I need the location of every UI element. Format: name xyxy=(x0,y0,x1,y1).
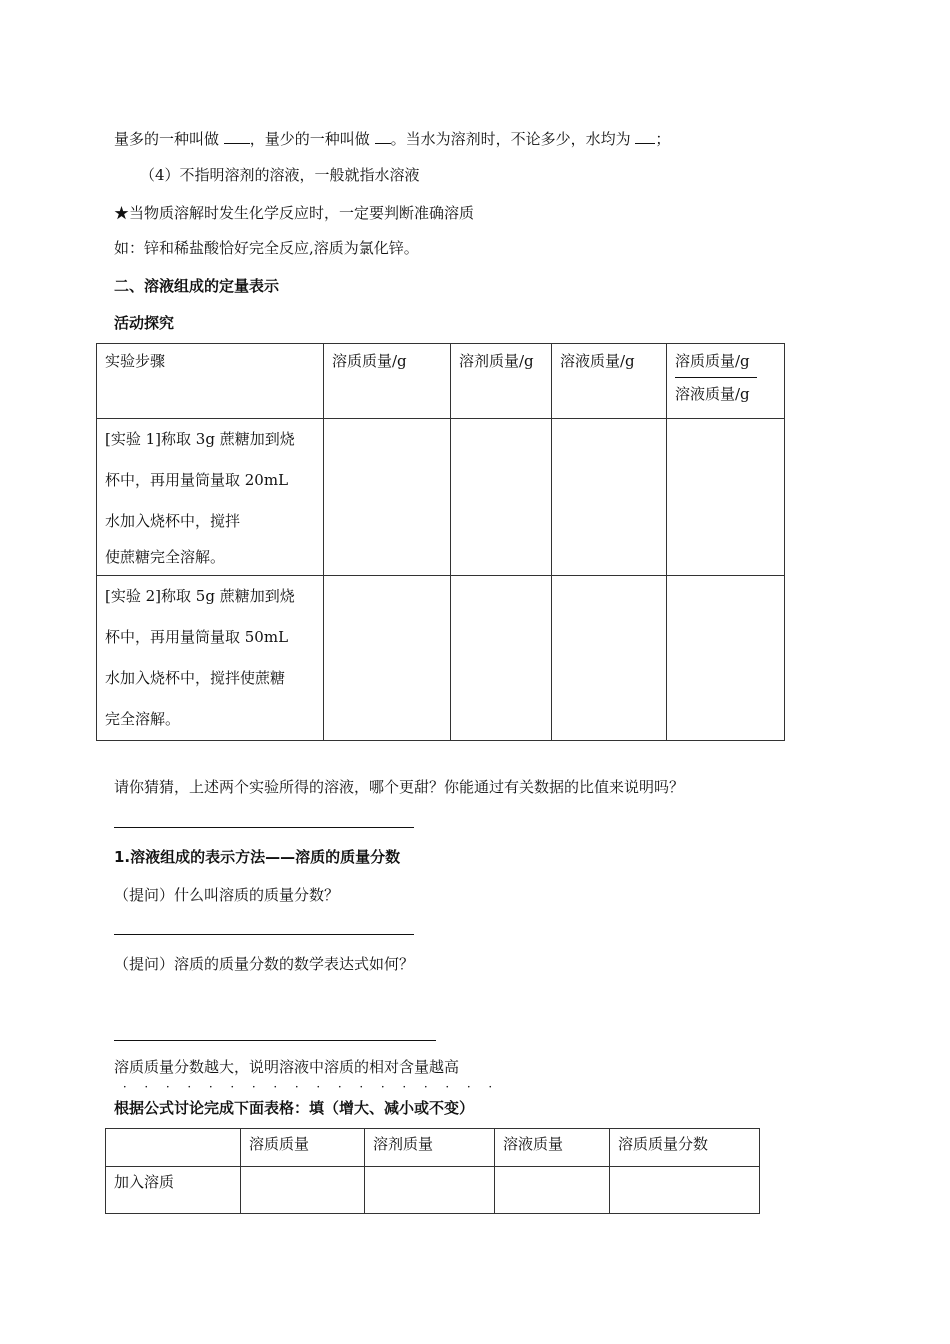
table-header-cell: 实验步骤 xyxy=(97,344,324,419)
table-row xyxy=(97,419,785,576)
answer-cell[interactable] xyxy=(667,576,785,741)
answer-cell[interactable] xyxy=(451,576,552,741)
answer-line[interactable] xyxy=(114,934,414,935)
table-header-row xyxy=(97,344,785,419)
experiment-step-cell xyxy=(97,576,324,741)
step-line: 完全溶解。 xyxy=(105,710,181,728)
answer-cell[interactable] xyxy=(451,419,552,576)
answer-cell[interactable] xyxy=(552,576,667,741)
blank-field[interactable] xyxy=(224,129,250,144)
instruction-text: 根据公式讨论完成下面表格：填（增大、减小或不变） xyxy=(114,1099,475,1117)
experiment-step-cell xyxy=(97,419,324,576)
question-text: 请你猜猜，上述两个实验所得的溶液，哪个更甜？你能通过有关数据的比值来说明吗？ xyxy=(114,778,685,796)
table-row xyxy=(106,1167,760,1214)
answer-cell[interactable] xyxy=(365,1167,495,1214)
table-row xyxy=(97,576,785,741)
table-header-cell: 溶液质量 xyxy=(495,1129,610,1167)
table-header-cell: 溶液质量/g xyxy=(552,344,667,419)
answer-line[interactable] xyxy=(114,827,414,828)
answer-cell[interactable] xyxy=(667,419,785,576)
question-definition: （提问）什么叫溶质的质量分数？ xyxy=(114,886,340,904)
table-header-row xyxy=(106,1129,760,1167)
table-header-cell: 溶剂质量/g xyxy=(451,344,552,419)
emphasis-text: 溶质质量分数越大，说明溶液中溶质的相对含量越高 xyxy=(114,1058,460,1076)
step-line: 杯中，再用量筒量取 20mL xyxy=(105,471,289,489)
intro-line-2: （4）不指明溶剂的溶液，一般就指水溶液 xyxy=(140,166,420,184)
part1-heading: 1.溶液组成的表示方法——溶质的质量分数 xyxy=(114,848,401,866)
table-header-cell: 溶质质量分数 xyxy=(610,1129,760,1167)
intro-text-c: 。当水为溶剂时，不论多少，水均为 xyxy=(390,130,631,148)
answer-cell[interactable] xyxy=(324,419,451,576)
step-line: [实验 2]称取 5g 蔗糖加到烧 xyxy=(105,587,295,605)
table-header-cell: 溶质质量/g xyxy=(324,344,451,419)
blank-field[interactable] xyxy=(375,129,391,144)
intro-text-b: ，量少的一种叫做 xyxy=(249,130,370,148)
intro-text-a: 量多的一种叫做 xyxy=(114,130,220,148)
answer-cell[interactable] xyxy=(610,1167,760,1214)
step-line: [实验 1]称取 3g 蔗糖加到烧 xyxy=(105,430,295,448)
answer-cell[interactable] xyxy=(241,1167,365,1214)
step-line: 水加入烧杯中，搅拌使蔗糖 xyxy=(105,669,286,687)
table-header-cell: 溶质质量 xyxy=(241,1129,365,1167)
question-formula: （提问）溶质的质量分数的数学表达式如何？ xyxy=(114,955,415,973)
blank-field[interactable] xyxy=(635,129,655,144)
ratio-denominator: 溶液质量/g xyxy=(675,385,750,403)
answer-cell[interactable] xyxy=(495,1167,610,1214)
step-line: 杯中，再用量筒量取 50mL xyxy=(105,628,289,646)
intro-line-3: ★当物质溶解时发生化学反应时，一定要判断准确溶质 xyxy=(114,204,475,222)
change-table xyxy=(105,1128,760,1214)
emphasis-dots: · · · · · · · · · · · · · · · · · · xyxy=(122,1080,493,1094)
step-line: 使蔗糖完全溶解。 xyxy=(105,548,226,566)
intro-line-1 xyxy=(114,128,670,149)
table-header-cell: 溶剂质量 xyxy=(365,1129,495,1167)
answer-cell[interactable] xyxy=(324,576,451,741)
answer-cell[interactable] xyxy=(552,419,667,576)
ratio-numerator: 溶质质量/g xyxy=(675,350,757,378)
section-heading: 二、溶液组成的定量表示 xyxy=(114,277,280,295)
experiment-table xyxy=(96,343,785,741)
row-label-cell: 加入溶质 xyxy=(106,1167,241,1214)
intro-line-4: 如：锌和稀盐酸恰好完全反应,溶质为氯化锌。 xyxy=(114,239,419,257)
answer-line[interactable] xyxy=(114,1040,436,1041)
activity-heading: 活动探究 xyxy=(114,314,175,332)
table-header-cell xyxy=(106,1129,241,1167)
step-line: 水加入烧杯中，搅拌 xyxy=(105,512,241,530)
ratio-header-cell xyxy=(667,344,785,419)
intro-text-d: ； xyxy=(655,130,671,148)
